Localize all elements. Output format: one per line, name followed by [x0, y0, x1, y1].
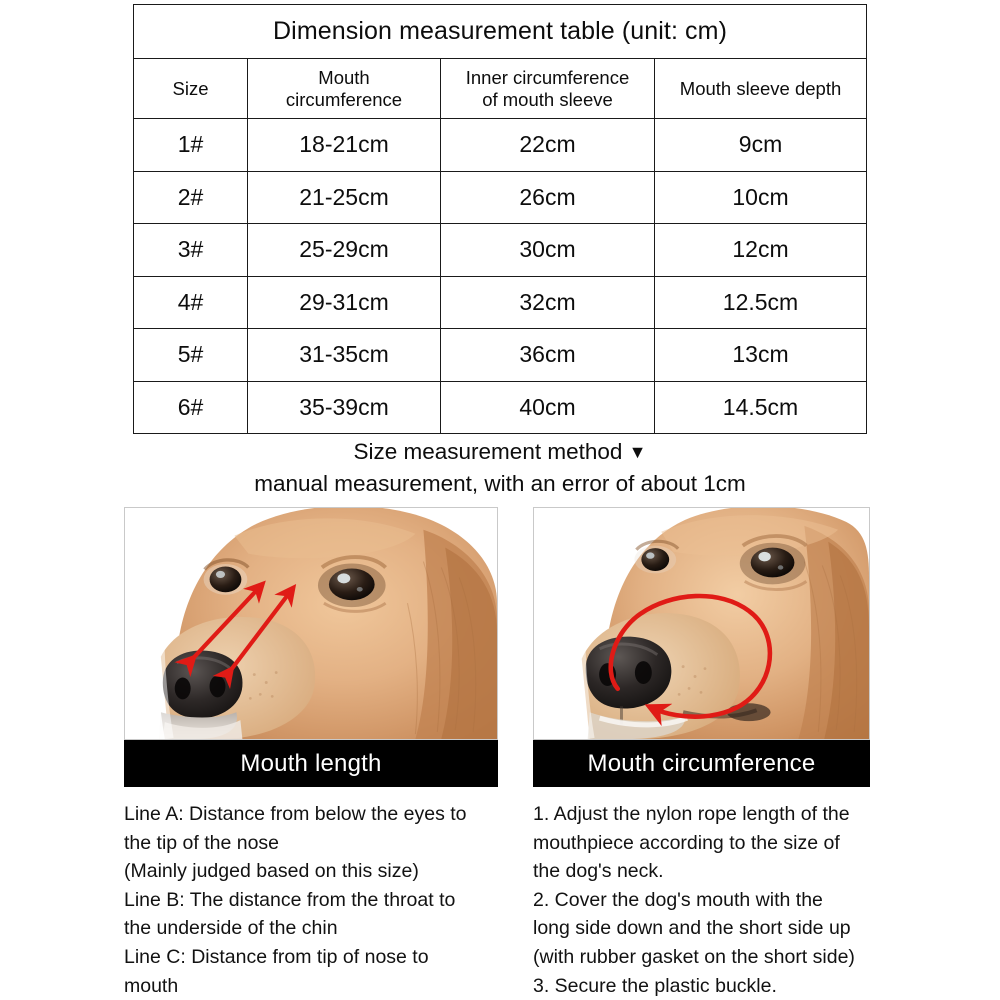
desc-line: mouth	[124, 974, 179, 997]
illustration-panels	[0, 507, 1000, 1000]
measurement-method-title: Size measurement method	[353, 439, 623, 464]
cell-mouth-circumference: 21-25cm	[248, 171, 441, 224]
table-header-row	[134, 59, 867, 119]
cell-mouth-circumference: 18-21cm	[248, 119, 441, 172]
cell-mouth-circumference: 25-29cm	[248, 224, 441, 277]
dog-face-photo-graphic	[125, 508, 497, 739]
column-header-inner-circumference	[441, 59, 655, 119]
description-mouth-circumference	[533, 800, 870, 1000]
dog-face-photo-left	[124, 507, 498, 740]
cell-inner-circumference: 30cm	[441, 224, 655, 277]
column-header-sleeve-depth	[655, 59, 867, 119]
column-header-mouth-circumference-line1: Mouth	[318, 66, 370, 88]
cell-inner-circumference: 32cm	[441, 276, 655, 329]
column-header-mouth-circumference-line2: circumference	[285, 88, 403, 110]
cell-inner-circumference: 22cm	[441, 119, 655, 172]
column-header-mouth-circumference	[248, 59, 441, 119]
desc-line: mouthpiece according to the size of	[533, 831, 840, 854]
cell-size: 5#	[134, 329, 248, 382]
caption-mouth-length-text: Mouth length	[240, 749, 382, 777]
cell-inner-circumference: 26cm	[441, 171, 655, 224]
dog-face-photo-right	[533, 507, 870, 740]
cell-sleeve-depth: 12.5cm	[655, 276, 867, 329]
cell-sleeve-depth: 13cm	[655, 329, 867, 382]
column-header-inner-circumference-line2: of mouth sleeve	[482, 88, 613, 110]
cell-sleeve-depth: 10cm	[655, 171, 867, 224]
cell-inner-circumference: 40cm	[441, 381, 655, 434]
dimension-measurement-table	[133, 4, 867, 434]
desc-line: Line C: Distance from tip of nose to	[124, 945, 429, 968]
panel-mouth-circumference	[533, 507, 870, 1000]
cell-sleeve-depth: 12cm	[655, 224, 867, 277]
caption-mouth-circumference-text: Mouth circumference	[587, 749, 816, 777]
cell-size: 1#	[134, 119, 248, 172]
cell-size: 4#	[134, 276, 248, 329]
cell-mouth-circumference: 29-31cm	[248, 276, 441, 329]
table-title: Dimension measurement table (unit: cm)	[134, 5, 867, 59]
table-row	[134, 171, 867, 224]
desc-line: the tip of the nose	[124, 831, 280, 854]
table-title-row	[134, 5, 867, 59]
table-row	[134, 329, 867, 382]
table-row	[134, 276, 867, 329]
triangle-down-icon: ▼	[628, 442, 647, 462]
panel-mouth-length	[124, 507, 498, 1000]
column-header-sleeve-depth-line1: Mouth sleeve depth	[679, 77, 842, 99]
desc-line: Line B: The distance from the throat to	[124, 888, 456, 911]
desc-line: 1. Adjust the nylon rope length of the	[533, 803, 850, 825]
desc-line: 3. Secure the plastic buckle.	[533, 974, 777, 997]
cell-inner-circumference: 36cm	[441, 329, 655, 382]
measurement-method-caption	[0, 436, 1000, 499]
desc-line: 2. Cover the dog's mouth with the	[533, 888, 823, 911]
cell-sleeve-depth: 9cm	[655, 119, 867, 172]
table-row	[134, 119, 867, 172]
cell-size: 3#	[134, 224, 248, 277]
column-header-size	[134, 59, 248, 119]
cell-mouth-circumference: 31-35cm	[248, 329, 441, 382]
measurement-method-line2: manual measurement, with an error of about 1cm	[254, 471, 746, 496]
column-header-inner-circumference-line1: Inner circumference	[465, 66, 630, 88]
measurement-method-line1	[0, 436, 1000, 468]
desc-line: the underside of the chin	[124, 917, 338, 940]
desc-line: (with rubber gasket on the short side)	[533, 945, 855, 968]
cell-size: 6#	[134, 381, 248, 434]
desc-line: (Mainly judged based on this size)	[124, 860, 419, 883]
cell-mouth-circumference: 35-39cm	[248, 381, 441, 434]
desc-line: Line A: Distance from below the eyes to	[124, 803, 467, 825]
table-row	[134, 381, 867, 434]
desc-line: long side down and the short side up	[533, 917, 851, 940]
caption-mouth-length	[124, 740, 498, 787]
desc-line: the dog's neck.	[533, 860, 664, 883]
table-row	[134, 224, 867, 277]
caption-mouth-circumference	[533, 740, 870, 787]
cell-sleeve-depth: 14.5cm	[655, 381, 867, 434]
description-mouth-length	[124, 800, 498, 1000]
dog-face-photo-graphic	[534, 508, 869, 739]
cell-size: 2#	[134, 171, 248, 224]
column-header-size-line1: Size	[172, 77, 209, 99]
